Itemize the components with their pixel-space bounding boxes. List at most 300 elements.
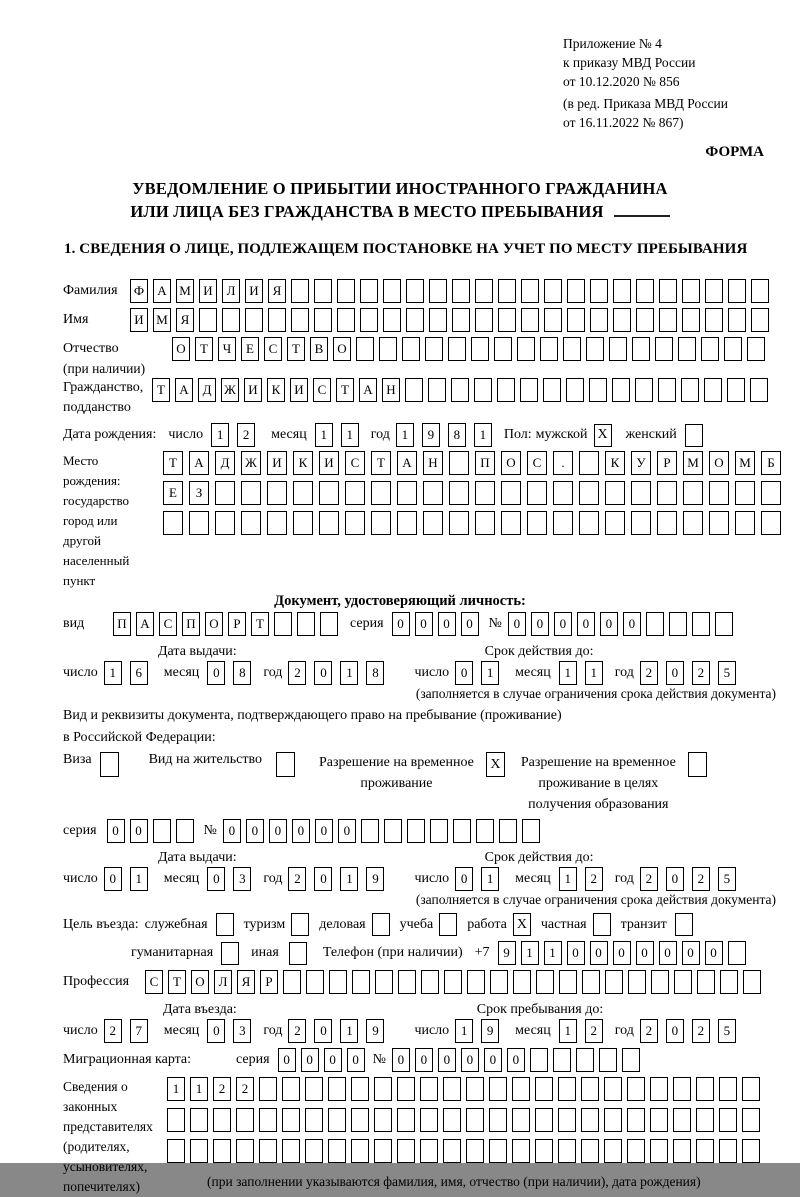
char-cell[interactable]	[673, 1139, 691, 1163]
char-cell[interactable]	[407, 819, 425, 843]
char-cell[interactable]: 1	[340, 1019, 358, 1043]
char-cell[interactable]	[535, 1108, 553, 1132]
char-cell[interactable]: 1	[481, 867, 499, 891]
char-cell[interactable]	[673, 1108, 691, 1132]
char-cell[interactable]	[636, 308, 654, 332]
char-cell[interactable]	[375, 970, 393, 994]
char-cell[interactable]	[490, 970, 508, 994]
char-cell[interactable]: 0	[107, 819, 125, 843]
char-cell[interactable]	[579, 451, 599, 475]
char-cell[interactable]: 9	[366, 867, 384, 891]
char-cell[interactable]: О	[333, 337, 351, 361]
char-cell[interactable]: 9	[366, 1019, 384, 1043]
char-cell[interactable]	[627, 1077, 645, 1101]
char-cell[interactable]: 0	[531, 612, 549, 636]
char-cell[interactable]: М	[735, 451, 755, 475]
char-cell[interactable]	[305, 1108, 323, 1132]
char-cell[interactable]	[558, 1108, 576, 1132]
char-cell[interactable]: 7	[130, 1019, 148, 1043]
char-cell[interactable]	[314, 308, 332, 332]
char-cell[interactable]: П	[475, 451, 495, 475]
char-cell[interactable]: Т	[152, 378, 170, 402]
char-cell[interactable]	[236, 1108, 254, 1132]
char-cell[interactable]	[581, 1077, 599, 1101]
char-cell[interactable]	[659, 308, 677, 332]
char-cell[interactable]	[751, 279, 769, 303]
char-cell[interactable]: Н	[423, 451, 443, 475]
char-cell[interactable]: 0	[554, 612, 572, 636]
char-cell[interactable]	[501, 481, 521, 505]
char-cell[interactable]: 9	[422, 423, 440, 447]
char-cell[interactable]	[259, 1077, 277, 1101]
char-cell[interactable]: О	[501, 451, 521, 475]
char-cell[interactable]: 0	[666, 1019, 684, 1043]
char-cell[interactable]: И	[245, 279, 263, 303]
char-cell[interactable]	[590, 279, 608, 303]
char-cell[interactable]	[241, 511, 261, 535]
char-cell[interactable]: 1	[481, 661, 499, 685]
char-cell[interactable]	[259, 1139, 277, 1163]
checkbox-study[interactable]	[439, 913, 457, 936]
char-cell[interactable]	[696, 1108, 714, 1132]
char-cell[interactable]: Т	[287, 337, 305, 361]
char-cell[interactable]: Р	[228, 612, 246, 636]
char-cell[interactable]	[604, 1139, 622, 1163]
char-cell[interactable]: 0	[484, 1048, 502, 1072]
char-cell[interactable]: 1	[315, 423, 333, 447]
checkbox-transit[interactable]	[675, 913, 693, 936]
char-cell[interactable]: 1	[340, 661, 358, 685]
char-cell[interactable]	[397, 1139, 415, 1163]
char-cell[interactable]	[328, 1077, 346, 1101]
char-cell[interactable]	[632, 337, 650, 361]
char-cell[interactable]	[535, 1077, 553, 1101]
char-cell[interactable]	[398, 970, 416, 994]
char-cell[interactable]	[742, 1139, 760, 1163]
char-cell[interactable]: 0	[600, 612, 618, 636]
char-cell[interactable]	[681, 378, 699, 402]
char-cell[interactable]	[655, 337, 673, 361]
char-cell[interactable]: 0	[207, 661, 225, 685]
char-cell[interactable]	[467, 970, 485, 994]
char-cell[interactable]: 1	[474, 423, 492, 447]
char-cell[interactable]	[612, 378, 630, 402]
char-cell[interactable]	[728, 941, 746, 965]
char-cell[interactable]	[761, 481, 781, 505]
char-cell[interactable]	[683, 481, 703, 505]
char-cell[interactable]: 2	[236, 1077, 254, 1101]
char-cell[interactable]: 1	[130, 867, 148, 891]
char-cell[interactable]	[471, 337, 489, 361]
char-cell[interactable]: К	[605, 451, 625, 475]
char-cell[interactable]	[397, 1077, 415, 1101]
char-cell[interactable]	[728, 308, 746, 332]
char-cell[interactable]: А	[359, 378, 377, 402]
char-cell[interactable]	[444, 970, 462, 994]
char-cell[interactable]	[553, 1048, 571, 1072]
char-cell[interactable]: А	[397, 451, 417, 475]
char-cell[interactable]	[176, 819, 194, 843]
char-cell[interactable]: 5	[718, 1019, 736, 1043]
char-cell[interactable]: О	[709, 451, 729, 475]
char-cell[interactable]: 0	[314, 661, 332, 685]
char-cell[interactable]: 1	[396, 423, 414, 447]
char-cell[interactable]	[374, 1139, 392, 1163]
char-cell[interactable]	[599, 1048, 617, 1072]
char-cell[interactable]: 0	[508, 612, 526, 636]
char-cell[interactable]	[512, 1108, 530, 1132]
char-cell[interactable]	[751, 308, 769, 332]
char-cell[interactable]: 0	[567, 941, 585, 965]
char-cell[interactable]	[163, 511, 183, 535]
char-cell[interactable]	[274, 612, 292, 636]
char-cell[interactable]: 0	[269, 819, 287, 843]
char-cell[interactable]: 2	[692, 867, 710, 891]
char-cell[interactable]: 0	[623, 612, 641, 636]
char-cell[interactable]: 1	[211, 423, 229, 447]
char-cell[interactable]	[282, 1108, 300, 1132]
checkbox-private[interactable]	[593, 913, 611, 936]
char-cell[interactable]	[305, 1077, 323, 1101]
char-cell[interactable]	[527, 481, 547, 505]
char-cell[interactable]: Я	[268, 279, 286, 303]
char-cell[interactable]	[423, 511, 443, 535]
char-cell[interactable]	[345, 511, 365, 535]
char-cell[interactable]: С	[313, 378, 331, 402]
char-cell[interactable]	[423, 481, 443, 505]
checkbox-work[interactable]: X	[513, 913, 531, 936]
char-cell[interactable]	[512, 1139, 530, 1163]
char-cell[interactable]: 0	[461, 612, 479, 636]
char-cell[interactable]	[489, 1139, 507, 1163]
char-cell[interactable]	[405, 378, 423, 402]
char-cell[interactable]	[605, 511, 625, 535]
char-cell[interactable]	[453, 819, 471, 843]
char-cell[interactable]	[236, 1139, 254, 1163]
char-cell[interactable]	[466, 1077, 484, 1101]
char-cell[interactable]	[609, 337, 627, 361]
char-cell[interactable]	[605, 481, 625, 505]
char-cell[interactable]	[540, 337, 558, 361]
char-cell[interactable]: 2	[104, 1019, 122, 1043]
char-cell[interactable]: К	[267, 378, 285, 402]
char-cell[interactable]	[475, 511, 495, 535]
char-cell[interactable]: 0	[666, 661, 684, 685]
char-cell[interactable]	[579, 481, 599, 505]
char-cell[interactable]: А	[189, 451, 209, 475]
char-cell[interactable]	[379, 337, 397, 361]
char-cell[interactable]	[627, 1139, 645, 1163]
char-cell[interactable]	[421, 970, 439, 994]
char-cell[interactable]	[291, 279, 309, 303]
char-cell[interactable]: Т	[336, 378, 354, 402]
char-cell[interactable]	[669, 612, 687, 636]
char-cell[interactable]	[761, 511, 781, 535]
char-cell[interactable]: Б	[761, 451, 781, 475]
char-cell[interactable]	[420, 1139, 438, 1163]
char-cell[interactable]	[319, 511, 339, 535]
checkbox-humanitarian[interactable]	[221, 942, 239, 965]
char-cell[interactable]	[567, 308, 585, 332]
char-cell[interactable]	[443, 1139, 461, 1163]
char-cell[interactable]: 0	[130, 819, 148, 843]
char-cell[interactable]: 0	[577, 612, 595, 636]
char-cell[interactable]	[475, 279, 493, 303]
char-cell[interactable]	[657, 481, 677, 505]
checkbox-official[interactable]	[216, 913, 234, 936]
char-cell[interactable]: 0	[455, 867, 473, 891]
char-cell[interactable]: 0	[223, 819, 241, 843]
char-cell[interactable]	[646, 612, 664, 636]
char-cell[interactable]	[527, 511, 547, 535]
char-cell[interactable]: 0	[682, 941, 700, 965]
char-cell[interactable]	[535, 1139, 553, 1163]
char-cell[interactable]: 0	[314, 867, 332, 891]
char-cell[interactable]	[474, 378, 492, 402]
char-cell[interactable]	[361, 819, 379, 843]
char-cell[interactable]: 1	[544, 941, 562, 965]
char-cell[interactable]: И	[244, 378, 262, 402]
char-cell[interactable]	[696, 1139, 714, 1163]
char-cell[interactable]: О	[191, 970, 209, 994]
char-cell[interactable]: 9	[481, 1019, 499, 1043]
char-cell[interactable]	[636, 279, 654, 303]
char-cell[interactable]	[213, 1108, 231, 1132]
char-cell[interactable]: 0	[207, 867, 225, 891]
char-cell[interactable]	[374, 1108, 392, 1132]
char-cell[interactable]: 1	[190, 1077, 208, 1101]
char-cell[interactable]: 0	[104, 867, 122, 891]
char-cell[interactable]	[383, 279, 401, 303]
char-cell[interactable]: И	[130, 308, 148, 332]
char-cell[interactable]: 0	[338, 819, 356, 843]
char-cell[interactable]	[306, 970, 324, 994]
char-cell[interactable]: В	[310, 337, 328, 361]
char-cell[interactable]	[682, 279, 700, 303]
char-cell[interactable]	[683, 511, 703, 535]
char-cell[interactable]: У	[631, 451, 651, 475]
char-cell[interactable]: Ж	[241, 451, 261, 475]
char-cell[interactable]: 2	[585, 1019, 603, 1043]
char-cell[interactable]	[728, 279, 746, 303]
char-cell[interactable]: Д	[215, 451, 235, 475]
char-cell[interactable]	[448, 337, 466, 361]
char-cell[interactable]	[293, 511, 313, 535]
char-cell[interactable]	[521, 308, 539, 332]
char-cell[interactable]: Т	[195, 337, 213, 361]
char-cell[interactable]: 2	[585, 867, 603, 891]
char-cell[interactable]	[452, 279, 470, 303]
char-cell[interactable]	[345, 481, 365, 505]
char-cell[interactable]: 0	[636, 941, 654, 965]
char-cell[interactable]: 0	[507, 1048, 525, 1072]
char-cell[interactable]: 2	[288, 661, 306, 685]
char-cell[interactable]	[297, 612, 315, 636]
char-cell[interactable]: Я	[237, 970, 255, 994]
char-cell[interactable]	[402, 337, 420, 361]
char-cell[interactable]	[709, 511, 729, 535]
char-cell[interactable]: Л	[222, 279, 240, 303]
char-cell[interactable]	[337, 308, 355, 332]
char-cell[interactable]: С	[264, 337, 282, 361]
char-cell[interactable]	[586, 337, 604, 361]
char-cell[interactable]: 0	[438, 612, 456, 636]
char-cell[interactable]: 1	[341, 423, 359, 447]
char-cell[interactable]	[360, 308, 378, 332]
char-cell[interactable]: 0	[292, 819, 310, 843]
char-cell[interactable]	[627, 1108, 645, 1132]
char-cell[interactable]	[604, 1077, 622, 1101]
checkbox-business[interactable]	[372, 913, 390, 936]
char-cell[interactable]: 0	[246, 819, 264, 843]
char-cell[interactable]	[374, 1077, 392, 1101]
char-cell[interactable]	[466, 1139, 484, 1163]
char-cell[interactable]	[282, 1077, 300, 1101]
char-cell[interactable]	[291, 308, 309, 332]
char-cell[interactable]: О	[205, 612, 223, 636]
char-cell[interactable]	[241, 481, 261, 505]
char-cell[interactable]	[719, 1077, 737, 1101]
char-cell[interactable]	[475, 481, 495, 505]
char-cell[interactable]	[579, 511, 599, 535]
char-cell[interactable]	[735, 511, 755, 535]
char-cell[interactable]	[520, 378, 538, 402]
char-cell[interactable]	[628, 970, 646, 994]
char-cell[interactable]: 9	[498, 941, 516, 965]
char-cell[interactable]	[589, 378, 607, 402]
char-cell[interactable]	[383, 308, 401, 332]
char-cell[interactable]: 1	[521, 941, 539, 965]
checkbox-male[interactable]: X	[594, 424, 612, 447]
char-cell[interactable]	[720, 970, 738, 994]
char-cell[interactable]: 2	[640, 661, 658, 685]
char-cell[interactable]	[709, 481, 729, 505]
char-cell[interactable]: 0	[705, 941, 723, 965]
char-cell[interactable]: С	[159, 612, 177, 636]
char-cell[interactable]	[727, 378, 745, 402]
char-cell[interactable]	[581, 1108, 599, 1132]
char-cell[interactable]	[429, 308, 447, 332]
char-cell[interactable]: 0	[659, 941, 677, 965]
char-cell[interactable]	[705, 279, 723, 303]
char-cell[interactable]	[704, 378, 722, 402]
char-cell[interactable]: 2	[288, 867, 306, 891]
char-cell[interactable]: 0	[613, 941, 631, 965]
char-cell[interactable]	[356, 337, 374, 361]
char-cell[interactable]: И	[267, 451, 287, 475]
char-cell[interactable]	[743, 970, 761, 994]
char-cell[interactable]	[429, 279, 447, 303]
char-cell[interactable]: 1	[340, 867, 358, 891]
char-cell[interactable]	[222, 308, 240, 332]
char-cell[interactable]	[215, 481, 235, 505]
char-cell[interactable]	[513, 970, 531, 994]
char-cell[interactable]	[697, 970, 715, 994]
char-cell[interactable]	[544, 279, 562, 303]
char-cell[interactable]	[494, 337, 512, 361]
char-cell[interactable]: 0	[315, 819, 333, 843]
char-cell[interactable]: 8	[233, 661, 251, 685]
char-cell[interactable]	[351, 1108, 369, 1132]
char-cell[interactable]	[328, 1139, 346, 1163]
checkbox-visa[interactable]	[100, 752, 119, 777]
char-cell[interactable]: 2	[692, 661, 710, 685]
char-cell[interactable]	[530, 1048, 548, 1072]
char-cell[interactable]	[522, 819, 540, 843]
checkbox-tourism[interactable]	[291, 913, 309, 936]
char-cell[interactable]	[449, 511, 469, 535]
char-cell[interactable]	[724, 337, 742, 361]
char-cell[interactable]: 0	[278, 1048, 296, 1072]
char-cell[interactable]: 1	[585, 661, 603, 685]
char-cell[interactable]	[430, 819, 448, 843]
char-cell[interactable]	[397, 1108, 415, 1132]
char-cell[interactable]	[701, 337, 719, 361]
char-cell[interactable]	[267, 511, 287, 535]
char-cell[interactable]	[631, 481, 651, 505]
char-cell[interactable]	[576, 1048, 594, 1072]
char-cell[interactable]: А	[153, 279, 171, 303]
char-cell[interactable]: 1	[167, 1077, 185, 1101]
char-cell[interactable]	[750, 378, 768, 402]
char-cell[interactable]	[371, 481, 391, 505]
char-cell[interactable]	[190, 1139, 208, 1163]
char-cell[interactable]	[553, 481, 573, 505]
char-cell[interactable]: Е	[163, 481, 183, 505]
char-cell[interactable]: М	[683, 451, 703, 475]
char-cell[interactable]: 2	[213, 1077, 231, 1101]
char-cell[interactable]	[582, 970, 600, 994]
char-cell[interactable]	[536, 970, 554, 994]
char-cell[interactable]	[320, 612, 338, 636]
char-cell[interactable]: П	[182, 612, 200, 636]
char-cell[interactable]	[475, 308, 493, 332]
char-cell[interactable]	[452, 308, 470, 332]
checkbox-temp-residence-education[interactable]	[688, 752, 707, 777]
char-cell[interactable]: 0	[415, 1048, 433, 1072]
char-cell[interactable]	[705, 308, 723, 332]
char-cell[interactable]	[328, 1108, 346, 1132]
char-cell[interactable]: 0	[392, 1048, 410, 1072]
char-cell[interactable]	[553, 511, 573, 535]
char-cell[interactable]	[476, 819, 494, 843]
char-cell[interactable]: 0	[314, 1019, 332, 1043]
char-cell[interactable]: 2	[237, 423, 255, 447]
char-cell[interactable]: 8	[366, 661, 384, 685]
char-cell[interactable]	[352, 970, 370, 994]
char-cell[interactable]	[189, 511, 209, 535]
char-cell[interactable]: 6	[130, 661, 148, 685]
char-cell[interactable]	[245, 308, 263, 332]
char-cell[interactable]	[406, 279, 424, 303]
char-cell[interactable]	[267, 481, 287, 505]
char-cell[interactable]	[517, 337, 535, 361]
char-cell[interactable]	[650, 1108, 668, 1132]
char-cell[interactable]	[543, 378, 561, 402]
char-cell[interactable]	[566, 378, 584, 402]
char-cell[interactable]: Р	[657, 451, 677, 475]
char-cell[interactable]	[337, 279, 355, 303]
char-cell[interactable]	[489, 1108, 507, 1132]
char-cell[interactable]	[719, 1108, 737, 1132]
char-cell[interactable]	[512, 1077, 530, 1101]
char-cell[interactable]: 1	[104, 661, 122, 685]
char-cell[interactable]	[559, 970, 577, 994]
char-cell[interactable]	[371, 511, 391, 535]
char-cell[interactable]	[443, 1108, 461, 1132]
char-cell[interactable]	[581, 1139, 599, 1163]
char-cell[interactable]: 2	[288, 1019, 306, 1043]
